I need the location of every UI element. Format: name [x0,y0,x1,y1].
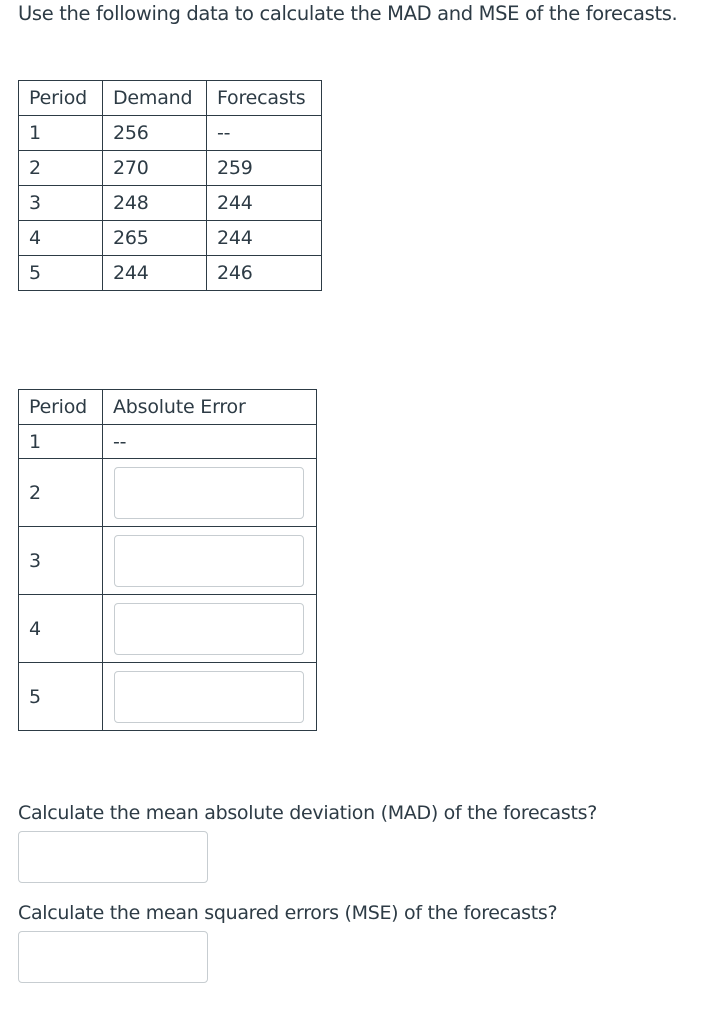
header-absolute-error: Absolute Error [103,390,317,425]
absolute-error-input-period-3[interactable] [114,535,304,587]
table-header-row [19,390,317,425]
mad-answer-input[interactable] [18,831,208,883]
absolute-error-cell [103,595,317,663]
header-demand: Demand [103,81,207,116]
table-row [19,256,322,291]
table-row [19,116,322,151]
header-period: Period [19,390,103,425]
table-row [19,425,317,459]
period-cell: 1 [19,425,103,459]
table-row [19,221,322,256]
demand-forecast-table [18,80,322,291]
mse-answer-input[interactable] [18,931,208,983]
period-cell: 2 [19,459,103,527]
mad-question-label: Calculate the mean absolute deviation (MAD) of the forecasts? [18,802,597,824]
absolute-error-input-period-5[interactable] [114,671,304,723]
table-row [19,595,317,663]
period-cell: 5 [19,663,103,731]
instructions-text: Use the following data to calculate the MAD and MSE of the forecasts. [18,2,678,25]
table-row [19,186,322,221]
demand-cell: 270 [103,151,207,186]
period-cell: 4 [19,595,103,663]
period-cell: 5 [19,256,103,291]
forecast-cell: 259 [207,151,322,186]
demand-cell: 244 [103,256,207,291]
absolute-error-cell [103,459,317,527]
period-cell: 3 [19,527,103,595]
table-row [19,151,322,186]
absolute-error-input-period-2[interactable] [114,467,304,519]
forecast-cell: 244 [207,221,322,256]
forecast-cell: 246 [207,256,322,291]
header-period: Period [19,81,103,116]
period-cell: 3 [19,186,103,221]
absolute-error-cell [103,663,317,731]
demand-cell: 248 [103,186,207,221]
absolute-error-input-period-4[interactable] [114,603,304,655]
absolute-error-cell: -- [103,425,317,459]
table-row [19,663,317,731]
absolute-error-table [18,389,317,731]
table-header-row [19,81,322,116]
demand-cell: 256 [103,116,207,151]
table-row [19,527,317,595]
forecast-cell: -- [207,116,322,151]
forecast-cell: 244 [207,186,322,221]
mse-question-label: Calculate the mean squared errors (MSE) of the forecasts? [18,902,558,924]
period-cell: 2 [19,151,103,186]
table-row [19,459,317,527]
absolute-error-cell [103,527,317,595]
period-cell: 1 [19,116,103,151]
period-cell: 4 [19,221,103,256]
demand-cell: 265 [103,221,207,256]
header-forecasts: Forecasts [207,81,322,116]
